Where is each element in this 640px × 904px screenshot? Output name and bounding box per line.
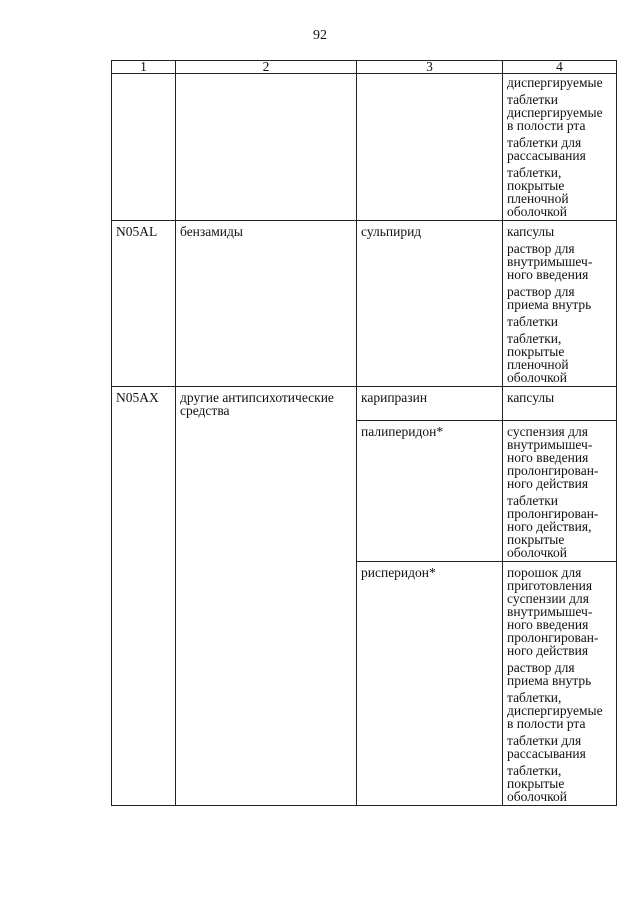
header-col-3: 3 [357,61,503,74]
forms-cell [503,421,617,562]
dosage-form: порошок для приготовления суспензии для внутримышеч- ного введения пролонгирован- ного действия [507,565,599,658]
dosage-form: таблетки диспергируемые в полости рта [507,92,603,133]
dosage-form: капсулы [507,224,555,239]
drug-table [111,60,617,806]
dosage-form: таблетки, диспергируемые в полости рта [507,690,603,731]
dosage-form: таблетки [507,314,559,329]
header-col-1: 1 [112,61,176,74]
drug-name: рисперидон* [357,562,503,806]
drug-name: сульпирид [357,221,503,387]
drug-cell [357,74,503,221]
header-col-4: 4 [503,61,617,74]
dosage-form: таблетки для рассасывания [507,135,586,163]
dosage-form: таблетки, покрытые пленочной оболочкой [507,331,569,385]
dosage-form: таблетки, покрытые пленочной оболочкой [507,165,569,219]
forms-cell [503,387,617,421]
forms-cell [503,562,617,806]
code-cell [112,74,176,221]
dosage-form: таблетки пролонгирован- ного действия, покрытые оболочкой [507,493,599,560]
atc-code: N05AL [112,221,176,387]
group-name: другие антипсихотические средства [176,387,357,806]
header-row [112,61,617,74]
table-row-continuation [112,74,617,221]
dosage-form: раствор для внутримышеч- ного введения [507,241,593,282]
forms-cell [503,74,617,221]
dosage-form: диспергируемые [507,75,603,90]
group-name: бензамиды [176,221,357,387]
drug-name: карипразин [357,387,503,421]
dosage-form: таблетки, покрытые оболочкой [507,763,567,804]
dosage-form: раствор для приема внутрь [507,660,592,688]
table-row-n05al [112,221,617,387]
atc-code: N05AX [112,387,176,806]
dosage-form: таблетки для рассасывания [507,733,586,761]
table-row-n05ax [112,387,617,421]
drug-name: палиперидон* [357,421,503,562]
page-number: 92 [313,28,327,43]
forms-cell [503,221,617,387]
dosage-form: суспензия для внутримышеч- ного введения пролонгирован- ного действия [507,424,599,491]
dosage-form: раствор для приема внутрь [507,284,592,312]
header-col-2: 2 [176,61,357,74]
dosage-form: капсулы [507,390,555,405]
group-cell [176,74,357,221]
